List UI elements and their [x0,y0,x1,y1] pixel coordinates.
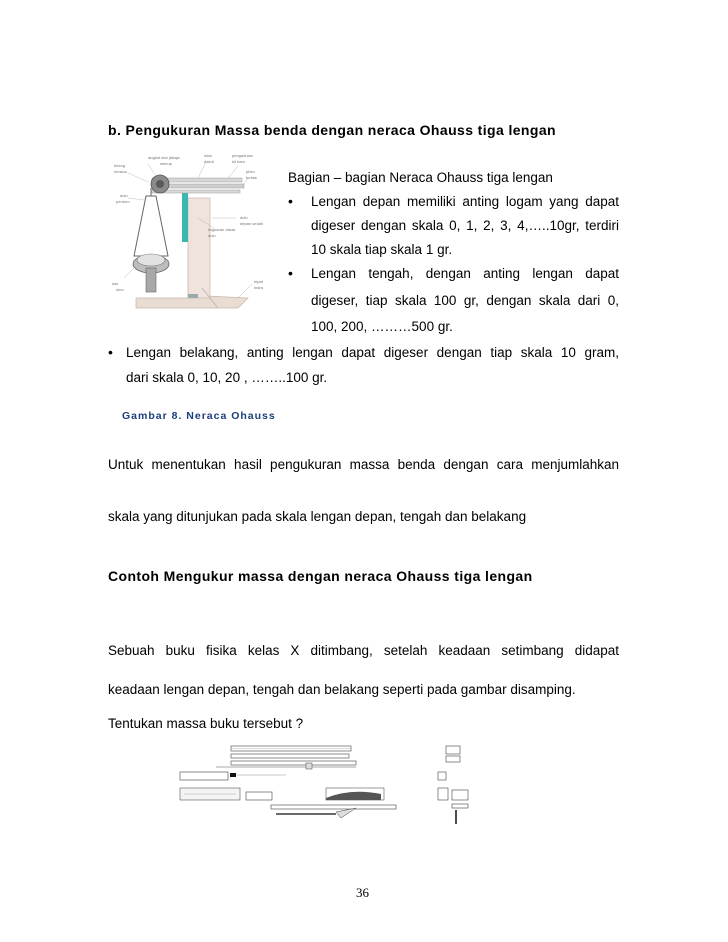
paragraph-line-1: Untuk menentukan hasil pengukuran massa benda dengan cara menjumlahkan [108,457,619,472]
example-heading: Contoh Mengukur massa dengan neraca Ohauss tiga lengan [108,568,533,584]
middle-arm-line-3: 100, 200, ………500 gr. [311,319,453,334]
middle-arm-line-1: Lengan tengah, dengan anting lengan dapat [311,266,619,281]
fig-label: pengadulan [232,153,253,158]
section-heading: b. Pengukuran Massa benda dengan neraca Ohauss tiga lengan [108,122,556,138]
bullet-dot: • [288,193,293,209]
bullet-dot: • [108,344,113,360]
front-arm-line-1: Lengan depan memiliki anting logam yang dapat [311,194,619,209]
ohauss-scale-figure [108,148,276,320]
fig-label: pentoro [116,199,130,204]
fig-label: lereng [114,163,126,168]
beam-reading-drawing [176,742,486,828]
example-question: Tentukan massa buku tersebut ? [108,716,304,731]
example-line-2: keadaan lengan depan, tengah dan belakang seperti pada gambar disamping. [108,682,576,697]
fig-label: dulu [208,233,216,238]
fig-label: dulu [240,215,248,220]
fig-label: sekrup [160,161,173,166]
fig-label: tuntas [246,175,257,180]
fig-label: lukis [204,153,213,158]
beam-reading-figure [176,742,486,828]
fig-label: dulu [120,193,128,198]
fig-label: neraca [114,169,127,174]
fig-label: depan sedati [240,221,263,226]
page-number: 36 [356,885,369,900]
example-line-1: Sebuah buku fisika kelas X ditimbang, setelah keadaan setimbang didapat [108,643,619,658]
fig-label: lingkaran dasar [208,227,236,232]
front-arm-line-3: 10 skala tiap skala 1 gr. [311,242,453,257]
fig-label: kas [112,281,119,286]
figure-caption: Gambar 8. Neraca Ohauss [122,410,276,422]
paragraph-line-2: skala yang ditunjukan pada skala lengan depan, tengah dan belakang [108,509,527,524]
fig-label: tepat [254,279,263,284]
fig-label: ukur [116,287,124,292]
fig-label: pintu [246,169,255,174]
fig-label: angkat dan jabaja [148,155,180,160]
front-arm-line-2: digeser dengan skala 0, 1, 2, 3, 4,…..10gr, terdiri [311,218,619,233]
back-arm-line-2: dari skala 0, 10, 20 , ……..100 gr. [126,370,328,385]
fig-label: indra [254,285,263,290]
fig-label: kit bam [232,159,245,164]
back-arm-line-1: Lengan belakang, anting lengan dapat digeser dengan tiap skala 10 gram, [126,345,619,360]
fig-label: dakut [204,159,214,164]
middle-arm-line-2: digeser, tiap skala 100 gr, dengan skala dari 0, [311,293,619,308]
parts-title: Bagian – bagian Neraca Ohauss tiga lengan [288,170,553,185]
bullet-dot: • [288,265,293,281]
